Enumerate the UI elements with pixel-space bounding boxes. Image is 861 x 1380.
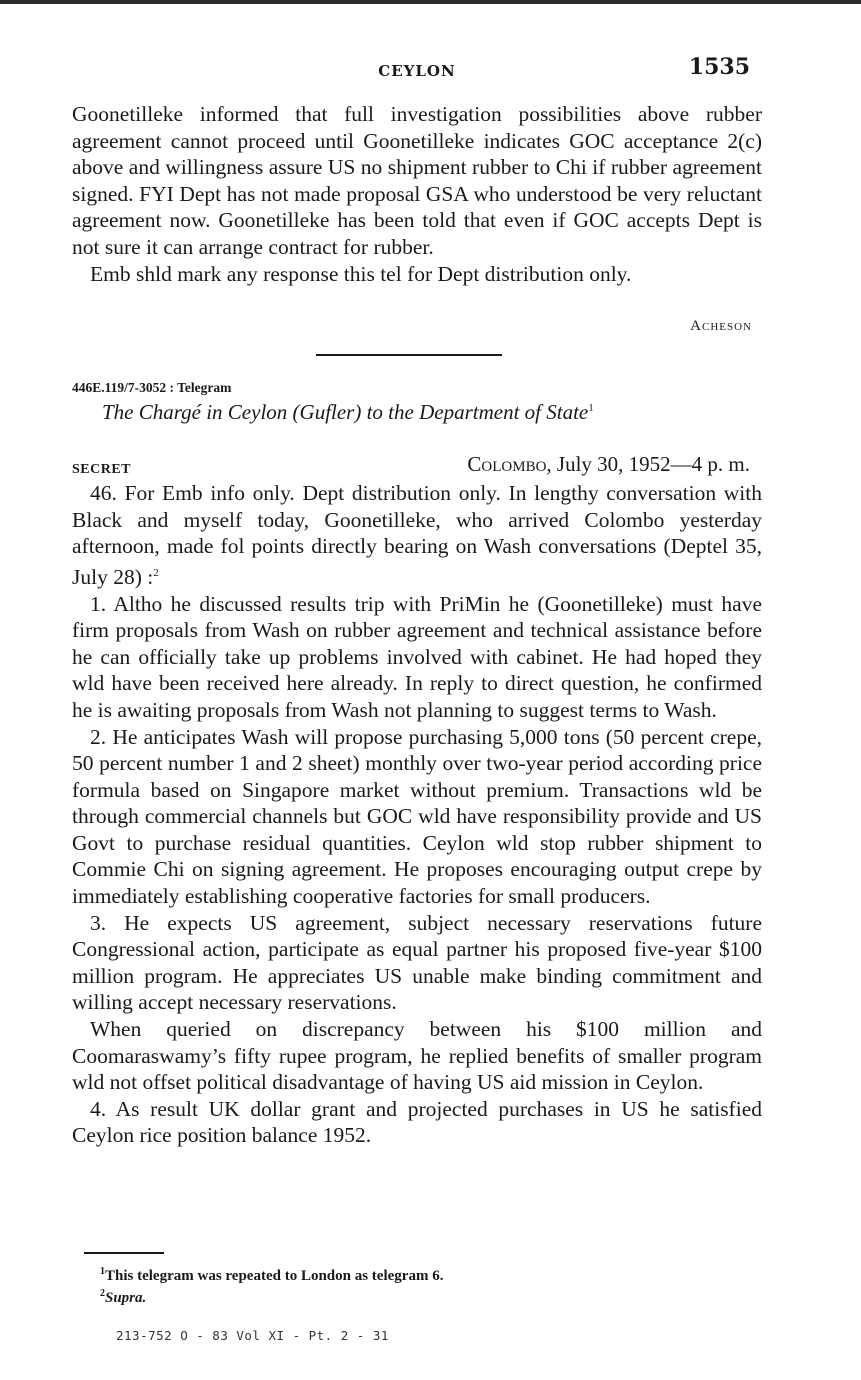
paragraph: Emb shld mark any response this tel for Dept distribution only. [90,261,632,286]
footnote [100,1285,443,1307]
print-code: 213-752 O - 83 Vol XI - Pt. 2 - 31 [116,1328,389,1343]
dateline [467,452,750,477]
dateline-date: , July 30, 1952—4 p. m. [546,452,750,476]
paragraph [72,480,762,591]
paragraph: 1. Altho he discussed results trip with PriMin he (Goonetilleke) must have firm proposals from Wash on rubber agreement and technical assistance before he can officially take up problems involved with cabinet. He had hoped they wld have been received here already. In reply to direct question, he confirmed he is awaiting proposals from Wash not planning to suggest terms to Wash. [72,591,762,722]
footnote-ref: 1 [588,402,594,414]
running-head [72,54,762,84]
running-title: CEYLON [378,62,456,80]
page-top-edge [0,0,861,4]
paragraph: 3. He expects US agreement, subject necessary reservations future Congressional action, participate as equal partner his proposed five-year $100 million program. He appreciates US unable make binding commitment and willing accept necessary reservations. [72,910,762,1015]
document-title [102,400,762,425]
classification-marking: SECRET [72,462,132,477]
page-number: 1535 [688,54,750,80]
paragraph: 4. As result UK dollar grant and projected purchases in US he satisfied Ceylon rice position balance 1952. [72,1096,762,1148]
telegram-body [72,480,762,1149]
footnote-number: 2 [100,1288,105,1299]
dateline-place: Colombo [467,452,547,476]
paragraph: When queried on discrepancy between his $100 million and Coomaraswamy’s fifty rupee program, he replied benefits of smaller program wld not offset political disadvantage of having US aid mission in Ceylon. [72,1017,762,1095]
footnote-rule [84,1252,164,1254]
document-divider [316,354,502,356]
footnote-text: Supra. [105,1290,147,1306]
signature: Acheson [690,318,752,334]
footnote [100,1263,443,1285]
paragraph: 2. He anticipates Wash will propose purchasing 5,000 tons (50 percent crepe, 50 percent number 1 and 2 sheet) monthly over two-year period according price formula based on Singapore market without premium. Transactions wld be through commercial channels but GOC wld have responsibility provide and US Govt to purchase residual quantities. Ceylon wld stop rubber shipment to Commie Chi on signing agreement. He proposes encouraging output crepe by immediately establishing cooperative factories for small producers. [72,724,762,909]
paragraph-text: 46. For Emb info only. Dept distribution only. In lengthy conversation with Black and myself today, Goonetilleke, who arrived Colombo yesterday afternoon, made fol points directly bearing on Wash conversations (Deptel 35, July 28) : [72,481,762,589]
footnotes [100,1263,443,1307]
footnote-ref: 2 [153,566,159,579]
previous-document-continuation [72,101,762,287]
document-file-number: 446E.119/7-3052 : Telegram [72,380,232,395]
document-title-text: The Chargé in Ceylon (Gufler) to the Department of State [102,400,589,424]
footnote-text: This telegram was repeated to London as telegram 6. [105,1268,444,1284]
paragraph: Goonetilleke informed that full investigation possibilities above rubber agreement cannot proceed until Goonetilleke indicates GOC acceptance 2(c) above and willingness assure US no shipment rubber to Chi if rubber agreement signed. FYI Dept has not made proposal GSA who understood be very reluctant agreement now. Goonetilleke has been told that even if GOC accepts Dept is not sure it can arrange contract for rubber. [72,102,762,259]
footnote-number: 1 [100,1266,105,1277]
